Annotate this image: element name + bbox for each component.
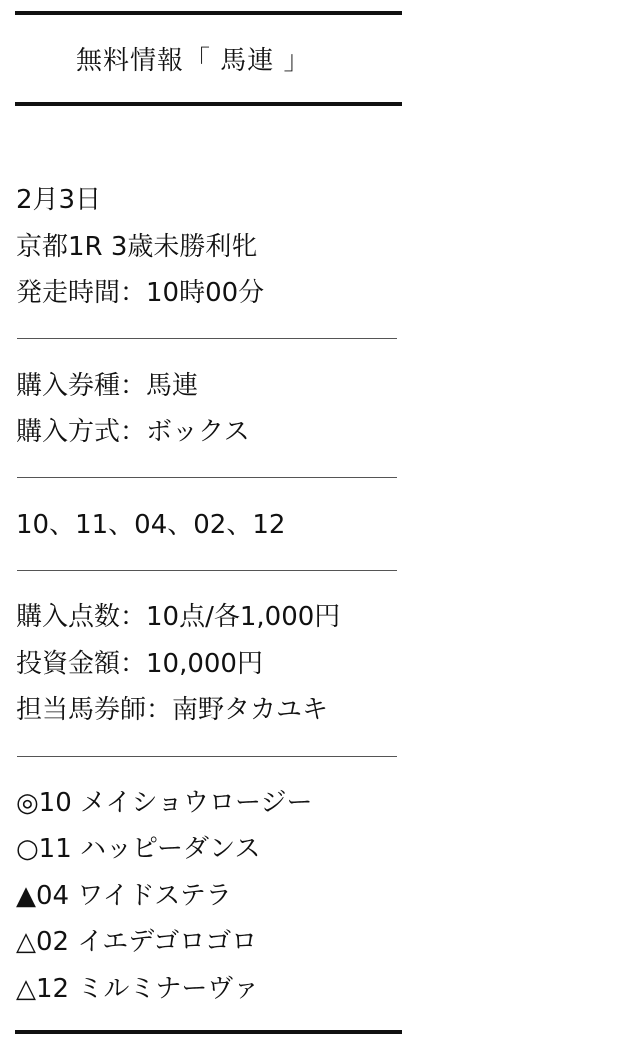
top-divider — [15, 11, 402, 15]
section-divider-3 — [17, 570, 397, 571]
section-divider-1 — [17, 338, 397, 339]
header-divider — [15, 102, 402, 106]
page-title: 無料情報「 馬連 」 — [76, 46, 311, 76]
bet-method: 購入方式：ボックス — [16, 417, 250, 447]
bet-type: 購入券種：馬連 — [16, 371, 199, 401]
pick-item: △12 ミルミナーヴァ — [16, 974, 260, 1004]
pick-item: ▲04 ワイドステラ — [16, 881, 232, 911]
purchase-points: 購入点数：10点/各1,000円 — [16, 602, 341, 632]
race-name: 京都1R 3歳未勝利牝 — [16, 232, 258, 262]
pick-item: ○11 ハッピーダンス — [16, 834, 261, 864]
race-date: 2月3日 — [16, 185, 102, 215]
horse-numbers: 10、11、04、02、12 — [16, 510, 286, 540]
section-divider-4 — [17, 756, 397, 757]
start-time: 発走時間：10時00分 — [16, 278, 265, 308]
investment-amount: 投資金額：10,000円 — [16, 649, 263, 679]
pick-item: ◎10 メイショウロージー — [16, 788, 313, 818]
bottom-divider — [15, 1030, 402, 1034]
tipster: 担当馬券師：南野タカユキ — [16, 695, 329, 725]
pick-item: △02 イエデゴロゴロ — [16, 927, 258, 957]
section-divider-2 — [17, 477, 397, 478]
